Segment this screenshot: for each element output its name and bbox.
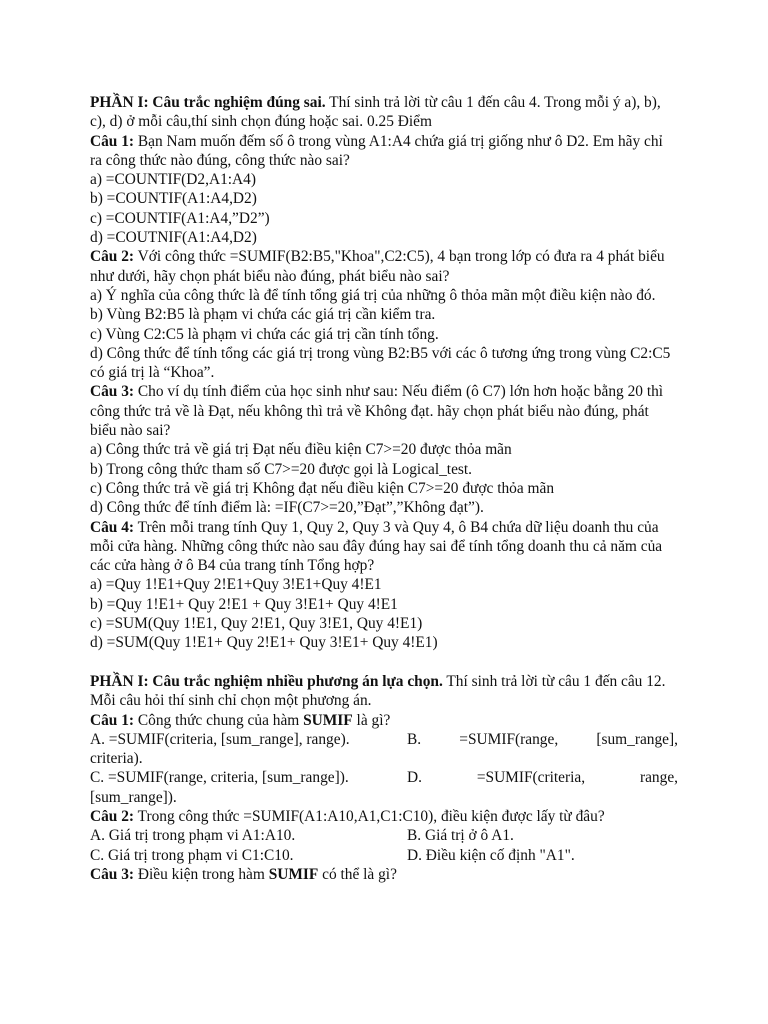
- part1-q4-text: Trên mỗi trang tính Quy 1, Quy 2, Quy 3 và Quy 4, ô B4 chứa dữ liệu doanh thu của mỗi cửa hàng. Những công thức nào sau đây đúng hay sai để tính tổng doanh thu cả năm của các cửa hàng ở ô B4 của trang tính Tổng hợp?: [90, 518, 663, 575]
- part1-q3: [90, 382, 678, 440]
- part2-q1: [90, 711, 678, 730]
- part2-q3-text-pre: Điều kiện trong hàm: [134, 865, 269, 883]
- part2-q3-text-post: có thể là gì?: [318, 865, 397, 883]
- part1-heading: [90, 93, 678, 132]
- part2-q1-option-b-part1: =SUMIF(range,: [459, 730, 559, 748]
- part2-q1-text-pre: Công thức chung của hàm: [134, 711, 304, 729]
- part2-q2-row-cd: [90, 846, 678, 865]
- part2-q2-text: Trong công thức =SUMIF(A1:A10,A1,C1:C10), điều kiện được lấy từ đâu?: [134, 807, 605, 825]
- part2-q1-option-b-cont: criteria).: [90, 750, 143, 768]
- part2-q3: [90, 865, 678, 884]
- part1-q4: [90, 518, 678, 576]
- part1-q3-option-c: c) Công thức trả về giá trị Không đạt nếu điều kiện C7>=20 được thỏa mãn: [90, 479, 555, 497]
- part2-q1-option-a: A. =SUMIF(criteria, [sum_range], range).: [90, 730, 350, 748]
- part2-q1-option-b-letter: B.: [407, 730, 422, 748]
- part2-q1-option-d-part2: range,: [639, 769, 678, 787]
- part2-q1-option-d-letter: D.: [407, 769, 422, 787]
- part1-q3-label: Câu 3:: [90, 383, 135, 401]
- part2-note: Mỗi câu hỏi thí sinh chỉ chọn một phương án.: [90, 692, 372, 710]
- part2-q1-option-d-part1: =SUMIF(criteria,: [476, 769, 586, 787]
- part1-q4-option-d: d) =SUM(Quy 1!E1+ Quy 2!E1+ Quy 3!E1+ Quy 4!E1): [90, 634, 438, 652]
- part1-q4-label: Câu 4:: [90, 518, 135, 536]
- part1-q1-option-d: d) =COUTNIF(A1:A4,D2): [90, 229, 257, 247]
- part2-q1-text-bold: SUMIF: [303, 711, 353, 729]
- part1-heading-text: Thí sinh trả lời từ câu 1 đến câu 4. Trong mỗi ý a), b), c), d) ở mỗi câu,thí sinh chọn đúng hoặc sai. 0.25 Điểm: [90, 94, 661, 131]
- part1-q2-option-b: b) Vùng B2:B5 là phạm vi chứa các giá trị cần kiểm tra.: [90, 306, 436, 324]
- part2-q1-option-b-part2: [sum_range],: [596, 730, 678, 748]
- part2-q1-option-d: [407, 768, 678, 787]
- part1-q1: [90, 132, 678, 171]
- part1-q1-label: Câu 1:: [90, 132, 135, 150]
- part1-q1-option-a: a) =COUNTIF(D2,A1:A4): [90, 171, 256, 189]
- part2-q1-row-cd: [90, 768, 678, 787]
- part1-heading-bold: PHẦN I: Câu trắc nghiệm đúng sai.: [90, 94, 326, 111]
- part2-q1-option-b: [407, 730, 678, 749]
- part2-q3-text-bold: SUMIF: [268, 865, 319, 883]
- part1-q1-option-c: c) =COUNTIF(A1:A4,”D2”): [90, 209, 270, 227]
- part2-heading-text: Thí sinh trả lời từ câu 1 đến câu 12.: [442, 672, 666, 690]
- part2-heading: [90, 672, 678, 691]
- part1-q4-option-c: c) =SUM(Quy 1!E1, Quy 2!E1, Quy 3!E1, Quy 4!E1): [90, 615, 423, 633]
- part1-q2-option-c: c) Vùng C2:C5 là phạm vi chứa các giá trị cần tính tổng.: [90, 325, 439, 343]
- part1-q1-option-b: b) =COUNTIF(A1:A4,D2): [90, 190, 257, 208]
- part1-q2: [90, 247, 678, 286]
- part1-q4-option-b: b) =Quy 1!E1+ Quy 2!E1 + Quy 3!E1+ Quy 4!E1: [90, 595, 398, 613]
- document-content: [90, 93, 678, 884]
- part1-q3-text: Cho ví dụ tính điểm của học sinh như sau: Nếu điểm (ô C7) lớn hơn hoặc bằng 20 thì công thức trả về là Đạt, nếu không thì trả về Không đạt. hãy chọn phát biểu nào đúng, phát biểu nào sai?: [90, 383, 664, 440]
- part2-q2-label: Câu 2:: [90, 807, 135, 825]
- part1-q4-option-a: a) =Quy 1!E1+Quy 2!E1+Quy 3!E1+Quy 4!E1: [90, 576, 382, 594]
- part2-q2-option-a: A. Giá trị trong phạm vi A1:A10.: [90, 827, 296, 845]
- part2-q2-option-d: D. Điều kiện cố định "A1".: [407, 846, 575, 864]
- part2-q2: [90, 807, 678, 826]
- part2-heading-bold: PHẦN I: Câu trắc nghiệm nhiều phương án lựa chọn.: [90, 672, 443, 690]
- part1-q2-option-d: d) Công thức để tính tổng các giá trị trong vùng B2:B5 với các ô tương ứng trong vùng C2:C5 có giá trị là “Khoa”.: [90, 344, 671, 382]
- part2-q3-label: Câu 3:: [90, 865, 135, 883]
- part2-q1-text-post: là gì?: [352, 711, 391, 729]
- part2-q2-option-b: B. Giá trị ở ô A1.: [407, 827, 514, 845]
- section-spacer: [90, 653, 678, 672]
- part1-q3-option-d: d) Công thức để tính điểm là: =IF(C7>=20,”Đạt”,”Không đạt”).: [90, 499, 484, 517]
- part1-q1-text: Bạn Nam muốn đếm số ô trong vùng A1:A4 chứa giá trị giống như ô D2. Em hãy chỉ ra công thức nào đúng, công thức nào sai?: [90, 132, 663, 169]
- part1-q3-option-b: b) Trong công thức tham số C7>=20 được gọi là Logical_test.: [90, 460, 473, 478]
- part1-q3-option-a: a) Công thức trả về giá trị Đạt nếu điều kiện C7>=20 được thỏa mãn: [90, 441, 512, 459]
- part1-q2-text: Với công thức =SUMIF(B2:B5,"Khoa",C2:C5), 4 bạn trong lớp có đưa ra 4 phát biểu như dưới, hãy chọn phát biểu nào đúng, phát biểu nào sai?: [90, 248, 665, 285]
- part2-q1-option-d-cont: [sum_range]).: [90, 788, 177, 806]
- part1-q2-label: Câu 2:: [90, 248, 135, 266]
- part2-q1-label: Câu 1:: [90, 711, 135, 729]
- part2-q1-option-c: C. =SUMIF(range, criteria, [sum_range]).: [90, 769, 349, 787]
- part2-q2-row-ab: [90, 826, 678, 845]
- part1-q2-option-a: a) Ý nghĩa của công thức là để tính tổng giá trị của những ô thỏa mãn một điều kiện nào đó.: [90, 286, 656, 304]
- part2-q2-option-c: C. Giá trị trong phạm vi C1:C10.: [90, 846, 294, 864]
- part2-q1-row-ab: [90, 730, 678, 749]
